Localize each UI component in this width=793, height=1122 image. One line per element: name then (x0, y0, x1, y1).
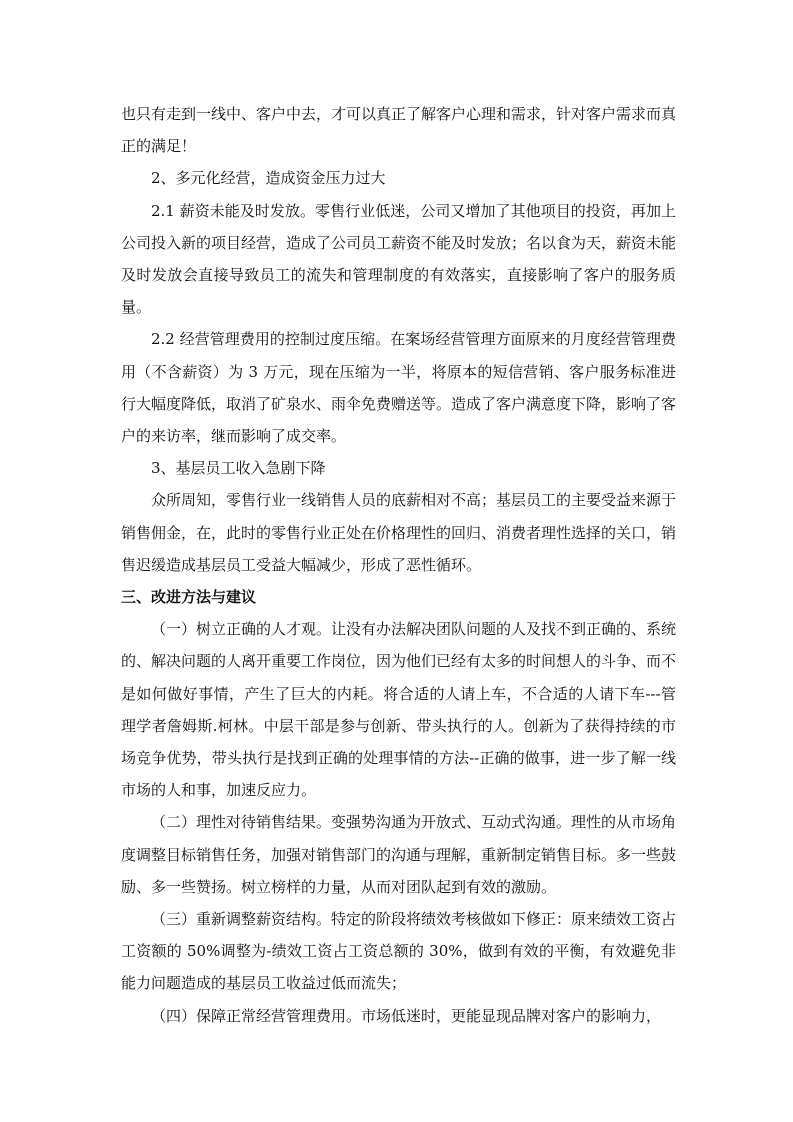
paragraph-sales-results: （二）理性对待销售结果。变强势沟通为开放式、互动式沟通。理性的从市场角度调整目标销售任务，加强对销售部门的沟通与理解，重新制定销售目标。多一些鼓励、多一些赞扬。树立榜样的力量，从而对团队起到有效的激励。 (121, 813, 677, 896)
paragraph-income-decline: 众所周知，零售行业一线销售人员的底薪相对不高；基层员工的主要受益来源于销售佣金，在，此时的零售行业正处在价格理性的回归、消费者理性选择的关口，销售迟缓造成基层员工受益大幅减少，形成了恶性循环。 (121, 491, 677, 574)
paragraph-continuation: 也只有走到一线中、客户中去，才可以真正了解客户心理和需求，针对客户需求而真正的满足！ (121, 105, 677, 156)
paragraph-salary-structure: （三）重新调整薪资结构。特定的阶段将绩效考核做如下修正：原来绩效工资占工资额的 50%调整为-绩效工资占工资总额的 30%，做到有效的平衡，有效避免非能力问题造成的基层员工收益过低而流失； (121, 910, 677, 993)
document-page (121, 98, 676, 1032)
subheading-diversified-operation: 2、多元化经营，造成资金压力过大 (151, 169, 386, 188)
paragraph-management-costs: （四）保障正常经营管理费用。市场低迷时，更能显现品牌对客户的影响力， (151, 1006, 662, 1025)
section-heading-improvements: 三、改进方法与建议 (121, 588, 257, 607)
subheading-income-decline: 3、基层员工收入急剧下降 (151, 459, 326, 478)
paragraph-talent-view: （一）树立正确的人才观。让没有办法解决团队问题的人及找不到正确的、系统的、解决问题的人离开重要工作岗位，因为他们已经有太多的时间想人的斗争、而不是如何做好事情，产生了巨大的内耗。将合适的人请上车，不合适的人请下车---管理学者詹姆斯.柯林。中层干部是参与创新、带头执行的人。创新为了获得持续的市场竞争优势，带头执行是找到正确的处理事情的方法--正确的做事，进一步了解一线市场的人和事，加速反应力。 (121, 620, 677, 800)
paragraph-cost-compression: 2.2 经营管理费用的控制过度压缩。在案场经营管理方面原来的月度经营管理费用（不含薪资）为 3 万元，现在压缩为一半，将原本的短信营销、客户服务标准进行大幅度降低，取消了矿泉水、雨伞免费赠送等。造成了客户满意度下降，影响了客户的来访率，继而影响了成交率。 (121, 330, 677, 446)
paragraph-salary-delay: 2.1 薪资未能及时发放。零售行业低迷，公司又增加了其他项目的投资，再加上公司投入新的项目经营，造成了公司员工薪资不能及时发放；名以食为天，薪资未能及时发放会直接导致员工的流失和管理制度的有效落实，直接影响了客户的服务质量。 (121, 201, 677, 317)
